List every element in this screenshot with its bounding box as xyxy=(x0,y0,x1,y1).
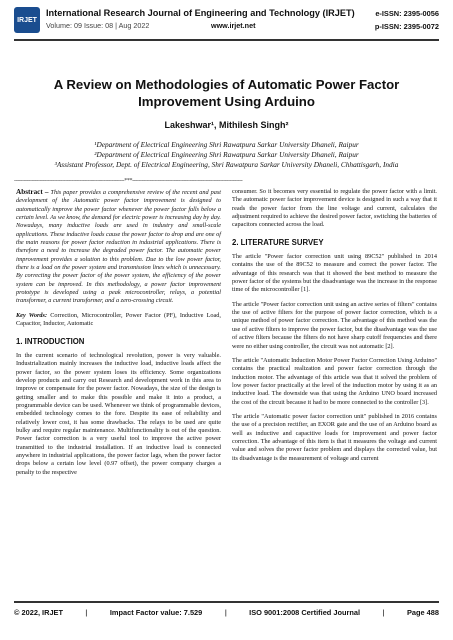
survey-paragraph-2: The article "Power factor correction unit using an active series of filters" contains the use of active filters for the purpose of power factor correction, which is a unique method of power factor correction. The advantage of this method was the use of active filters to improve the power factor, but the disadvantage was the use of active filters because the filters do not have sharp cutoff frequencies and there were no either using controller, the circuit was not automatic [2]. xyxy=(232,300,437,350)
intro-paragraph: In the current scenario of technological revolution, power is very valuable. Industrialization mainly increases the inductive load, inductive loads affect the power factor, so the power system loses its efficiency. Some organizations develop products and carry out Research and development work in this area to improve or compensate for the power factor. Nowadays, the size of the design is getting smaller and to make this possible and make it into a product, a programmable device can be used. Whenever we think of programmable devices, embedded technology comes to the fore. Despite its ease of reliability and relatively lower cost, it has some drawbacks. The relays to be used are quite bulky and require regular maintenance. Multifunctionality is out of the question. Power factor correction is a very useful tool to improve the active power transmitted to the industrial installation. If an inductive load is connected anywhere in industrial applications, the power factor lags, when the power factor drops below a certain low level (0.97 offset), the power company charges a penalty to the respective xyxy=(16,351,221,476)
right-column xyxy=(232,188,437,469)
keywords xyxy=(16,312,221,329)
survey-paragraph-3: The article "Automatic Induction Motor Power Factor Correction Using Arduino" contains the practical realization and power factor correction through the induction motor. The advantage of this article was that it solved the problem of low power factor practically at the level of the induction motor by using it as an inductive load. The downside was that using the Arduino UNO board increased the cost of the circuit because it had to be more connected to the controller [3]. xyxy=(232,356,437,406)
footer-separator: | xyxy=(85,607,88,617)
page-footer xyxy=(14,604,439,620)
affiliation-2: ²Department of Electrical Engineering Shri Rawatpura Sarkar University Dhaneli, Raipur xyxy=(94,150,359,159)
authors: Lakeshwar¹, Mithilesh Singh² xyxy=(164,120,289,130)
footer-page-number: Page 488 xyxy=(406,607,439,617)
e-issn: e-ISSN: 2395-0056 xyxy=(375,9,439,18)
abstract-label: Abstract – xyxy=(16,188,49,196)
intro-continuation: consumer. So it becomes very essential to regulate the power factor with a limit. The automatic power factor improvement device is designed in such a way that it reads the power factor from the line voltage and current, calculates the adjustment required to achieve the desired power factor, switching the batteries of capacitors connected across the load. xyxy=(232,188,437,229)
footer-separator: | xyxy=(224,607,227,617)
keywords-text: Correction, Microcontroller, Power Factor (PF), Inductive Load, Capacitor, Inductor, Automatic xyxy=(16,311,221,328)
survey-heading: 2. LITERATURE SURVEY xyxy=(232,237,324,247)
affiliation-3: ³Assistant Professor, Dept. of Electrical Engineering, Shri Rawatpura Sarkar University Dhaneli, Chhattisgarh, India xyxy=(54,160,399,169)
header-rule xyxy=(14,39,439,41)
footer-impact-factor: Impact Factor value: 7.529 xyxy=(109,607,203,617)
section-separator: ---------------------------------------------------------------------***--------------------------------------------------------------------- xyxy=(14,178,243,184)
abstract-text: This paper provides a comprehensive review of the recent and past development of the Automatic power factor improvement is designed to automatically improve the power factor whenever the power factor falls below a certain level. As we know, the demand for electric power is increasing day by day. Nowadays, many inductive loads are used in industry and small-scale applications. These inductive loads cause the power factor to drop and are one of the main reasons for power factor reduction in industrial applications. There is therefore a need to increase the degraded power factor. The automatic power improvement provides a solution to this problem. Due to the low power factor, there is a load on the power system and transmission lines which is unnecessary. By correcting the power factor of the power system, the efficiency of the power system can be improved. In this methodology, a power factor improvement prototype is developed using a peak microcontroller, relays, a potential transformer, a current transformer, and a zero-crossing circuit. xyxy=(16,189,222,305)
journal-website-link[interactable]: www.irjet.net xyxy=(211,21,256,30)
affiliations xyxy=(20,140,433,170)
affiliation-1: ¹Department of Electrical Engineering Shri Rawatpura Sarkar University Dhaneli, Raipur xyxy=(94,140,359,149)
irjet-logo: IRJET xyxy=(14,7,40,33)
journal-header xyxy=(14,6,439,36)
volume-issue: Volume: 09 Issue: 08 | Aug 2022 xyxy=(46,21,150,30)
footer-copyright: © 2022, IRJET xyxy=(14,607,63,617)
survey-paragraph-4: The article "Automatic power factor correction unit" published in 2016 contains the use of a precision rectifier, an EXOR gate and the use of an Arduino board as well as inductive and capacitive loads for improvement and power factor correction. The advantage of this item is that it measures the voltage and current value and solves the power factor problem and displays the corrected value, but its disadvantage is the measurement of voltage and current xyxy=(232,412,437,462)
intro-heading: 1. INTRODUCTION xyxy=(16,336,85,346)
footer-rule xyxy=(14,601,439,603)
abstract xyxy=(16,188,221,306)
p-issn: p-ISSN: 2395-0072 xyxy=(374,22,439,31)
footer-separator: | xyxy=(382,607,385,617)
journal-title: International Research Journal of Engineering and Technology (IRJET) xyxy=(46,8,355,18)
journal-volume-line xyxy=(46,21,256,30)
footer-iso: ISO 9001:2008 Certified Journal xyxy=(249,607,361,617)
left-column xyxy=(16,188,221,483)
paper-title: A Review on Methodologies of Automatic Power Factor Improvement Using Arduino xyxy=(53,77,400,109)
keywords-label: Key Words: xyxy=(16,311,48,319)
survey-paragraph-1: The article "Power factor correction unit using 89C52" published in 2014 contains the use of the 89C52 to measure and correct the power factor. The advantage of this research was that it showed the best method to measure the power factor of the systems but the disadvantage was the increase in the response time of the microcontroller [1]. xyxy=(232,253,437,294)
